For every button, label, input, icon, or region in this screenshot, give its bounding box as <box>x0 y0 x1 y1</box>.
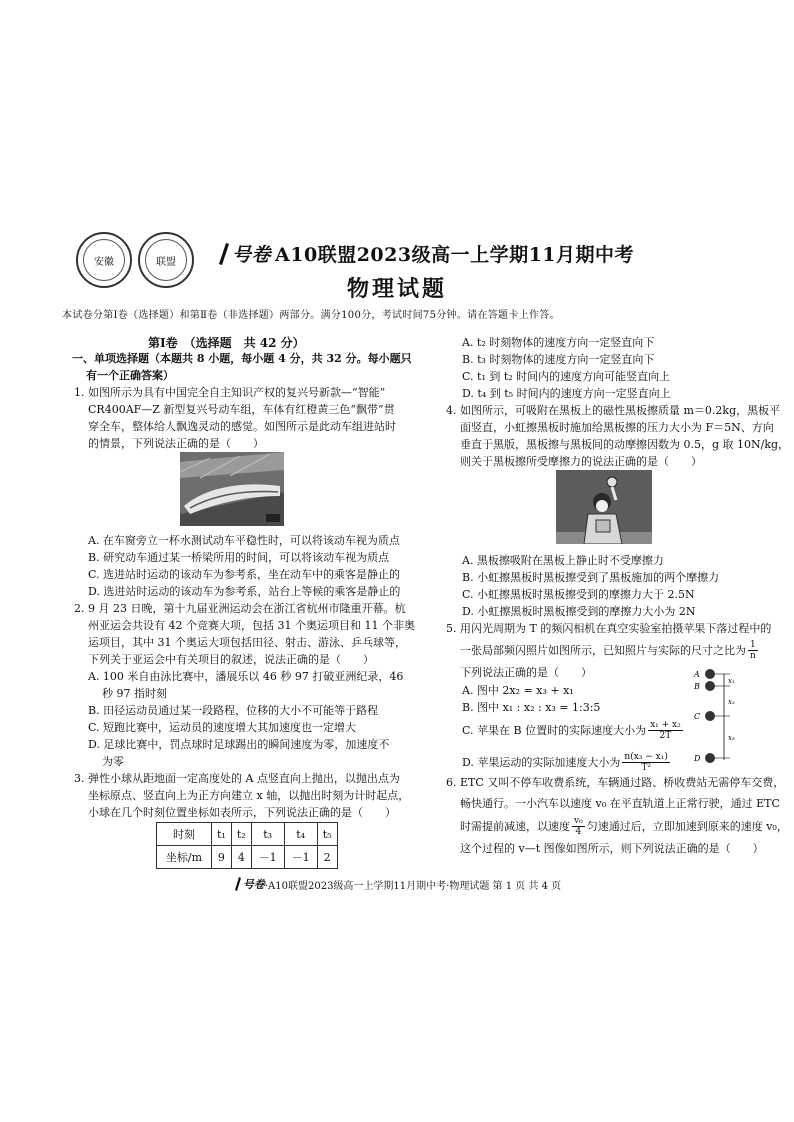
q4-line: 垂直于黑版，黑板擦与黑板间的动摩擦因数为 0.5，g 取 10N/kg， <box>460 438 790 451</box>
q2-option-d: D. 足球比赛中，罚点球时足球踢出的瞬间速度为零，加速度不 <box>88 738 390 751</box>
exam-title: A10联盟2023级高一上学期11月期中考 <box>275 244 635 266</box>
q1-options <box>88 532 400 600</box>
q5-options <box>462 682 685 776</box>
exam-notice: 本试卷分第Ⅰ卷（选择题）和第Ⅱ卷（非选择题）两部分。满分100分，考试时间75分钟。请在答题卡上作答。 <box>62 310 560 321</box>
q3-line: 3. 弹性小球从距地面一定高度处的 A 点竖直向上抛出，以抛出点为 <box>74 772 400 785</box>
q2-option-d-cont: 为零 <box>102 755 124 768</box>
apple-strobe-diagram <box>690 664 750 766</box>
q5-line3: 下列说法正确的是（ ） <box>460 666 592 679</box>
point-label: A <box>694 670 700 679</box>
question-6 <box>446 774 788 857</box>
q5-option-c-text: C. 苹果在 B 位置时的实际速度大小为 <box>462 723 647 737</box>
blackboard-photo <box>556 470 652 544</box>
brand-mark: 号卷 <box>232 244 272 266</box>
q6-line3 <box>446 812 788 840</box>
q1-line: CR400AF—Z 新型复兴号动车组，车体有红橙黄三色“飘带”贯 <box>88 403 395 416</box>
q5-option-a: A. 图中 2x₂ = x₃ + x₁ <box>462 684 574 697</box>
velocity-numerator: x₁ + x₂ <box>650 719 681 730</box>
q5-line2 <box>460 640 760 661</box>
point-label: D <box>694 754 701 763</box>
apple-icon <box>705 681 715 691</box>
q5-option-d <box>462 748 685 776</box>
q1-option-a: A. 在车窗旁立一杯水测试动车平稳性时，可以将该动车视为质点 <box>88 534 400 547</box>
table-cell: 4 <box>231 846 251 869</box>
size-ratio-fraction <box>748 640 758 661</box>
question-4 <box>446 402 789 470</box>
section-title: 第Ⅰ卷 （选择题 共 42 分） <box>148 336 305 350</box>
q1-option-c: C. 选进站时运动的该动车为参考系，坐在动车中的乘客是静止的 <box>88 568 401 581</box>
q4-option-d: D. 小虹擦黑板时黑板擦受到的摩擦力大小为 2N <box>462 605 696 618</box>
q5-option-b: B. 图中 x₁ : x₂ : x₃ = 1:3:5 <box>462 701 601 714</box>
footer-text: ·A10联盟2023级高一上学期11月期中考·物理试题 第 1 页 共 4 页 <box>264 880 562 892</box>
speed-fraction <box>572 816 585 837</box>
page-footer <box>0 876 794 892</box>
apple-icon <box>705 753 715 763</box>
school-seal-text: 安徽 <box>83 239 125 281</box>
q2-option-b: B. 田径运动员通过某一段路程，位移的大小不可能等于路程 <box>88 704 379 717</box>
table-cell: 9 <box>212 846 232 869</box>
q2-line: 2. 9 月 23 日晚，第十九届亚洲运动会在浙江省杭州市隆重开幕。杭 <box>74 602 406 615</box>
q3-option-d: D. t₄ 到 t₅ 时间内的速度方向一定竖直向上 <box>462 387 671 400</box>
q5-option-c <box>462 716 685 744</box>
q3-line: 小球在几个时刻位置坐标如表所示，下列说法正确的是（ ） <box>88 806 396 819</box>
position-table <box>156 822 338 869</box>
q3-option-a: A. t₂ 时刻物体的速度方向一定竖直向下 <box>462 336 655 349</box>
q2-option-a: A. 100 米自由泳比赛中，潘展乐以 46 秒 97 打破亚洲纪录，46 <box>88 670 404 683</box>
q3-option-b: B. t₃ 时刻物体的速度方向一定竖直向下 <box>462 353 655 366</box>
brand-stroke-icon <box>216 242 232 266</box>
acceleration-fraction <box>622 752 669 773</box>
q6-line2: 畅快通行。一小汽车以速度 v₀ 在平直轨道上正常行驶，通过 ETC <box>460 797 780 810</box>
part-title-line2: 有一个正确答案） <box>86 369 174 382</box>
exam-title-row <box>216 240 634 267</box>
q1-option-b: B. 研究动车通过某一桥梁所用的时间，可以将该动车视为质点 <box>88 551 390 564</box>
q2-line: 运项目，其中 31 个奥运大项包括田径、射击、游泳、乒乓球等， <box>88 636 406 649</box>
table-cell: －1 <box>251 846 284 869</box>
train-photo <box>180 452 284 526</box>
q6-line1: 6. ETC 又叫不停车收费系统，车辆通过路、桥收费站无需停车交费， <box>446 776 785 789</box>
table-header-cell: t₁ <box>212 823 232 846</box>
q1-option-d: D. 选进站时运动的该动车为参考系，站台上等候的乘客是静止的 <box>88 585 401 598</box>
ratio-denominator: n <box>749 651 756 661</box>
q2-option-a-cont: 秒 97 指时刻 <box>102 687 167 700</box>
velocity-denominator: 2T <box>659 730 672 741</box>
segment-label: x₃ <box>728 734 735 742</box>
q6-line4: 这个过程的 v—t 图像如图所示，则下列说法正确的是（ ） <box>460 842 764 855</box>
subject-title: 物理试题 <box>346 276 447 302</box>
apple-icon <box>705 669 715 679</box>
speed-denominator: 4 <box>575 826 582 837</box>
q4-line: 则关于黑板擦所受摩擦力的说法正确的是（ ） <box>460 455 702 468</box>
q4-option-c: C. 小虹擦黑板时黑板擦受到的摩擦力大于 2.5N <box>462 588 695 601</box>
q2-line: 下列关于亚运会中有关项目的叙述，说法正确的是（ ） <box>88 653 374 666</box>
table-cell: －1 <box>284 846 317 869</box>
q2-line: 州亚运会共设有 42 个竞赛大项，包括 31 个奥运项目和 11 个非奥 <box>88 619 415 632</box>
q6-line3-suffix: 匀速通过后，立即加速到原来的速度 v₀， <box>586 819 788 833</box>
alliance-seal-text: 联盟 <box>145 239 187 281</box>
q3-options <box>462 334 671 402</box>
q1-line: 1. 如图所示为具有中国完全自主知识产权的复兴号新款—“智能” <box>74 386 386 399</box>
q4-options <box>462 552 719 620</box>
point-label: C <box>694 712 701 721</box>
apple-icon <box>705 711 715 721</box>
speed-numerator: v₀ <box>574 815 583 826</box>
q1-line: 穿全车，整体给人飘逸灵动的感觉。如图所示是此动车组进站时 <box>88 420 396 433</box>
table-header-cell: t₄ <box>284 823 317 846</box>
question-3 <box>74 770 409 821</box>
q3-line: 坐标原点、竖直向上为正方向建立 x 轴，以抛出时刻为计时起点， <box>88 789 410 802</box>
table-row-label: 坐标/m <box>157 846 212 869</box>
part-title-line1: 一、单项选择题（本题共 8 小题，每小题 4 分，共 32 分。每小题只 <box>72 352 412 365</box>
q4-line: 面竖直，小虹擦黑板时施加给黑板擦的压力大小为 F＝5N、方向 <box>460 421 774 434</box>
table-row <box>157 846 338 869</box>
q1-line: 的情景，下列说法正确的是（ ） <box>88 437 264 450</box>
point-label: B <box>694 682 700 691</box>
q2-options <box>88 668 403 770</box>
table-header-cell: t₂ <box>231 823 251 846</box>
q4-line: 4. 如图所示，可吸附在黑板上的磁性黑板擦质量 m＝0.2kg，黑板平 <box>446 404 781 417</box>
table-header-cell: t₅ <box>317 823 337 846</box>
q5-line1: 5. 用闪光周期为 T 的频闪相机在真空实验室拍摄苹果下落过程中的 <box>446 622 772 635</box>
q5-option-d-text: D. 苹果运动的实际加速度大小为 <box>462 755 621 769</box>
brand-stroke-icon <box>233 876 243 892</box>
footer-brand-mark: 号卷 <box>242 878 265 891</box>
table-header-cell: 时刻 <box>157 823 212 846</box>
table-cell: 2 <box>317 846 337 869</box>
segment-label: x₂ <box>728 698 735 706</box>
q3-option-c: C. t₁ 到 t₂ 时间内的速度方向可能竖直向上 <box>462 370 671 383</box>
acceleration-numerator: n(x₃ − x₁) <box>624 751 668 762</box>
q6-line3-prefix: 时需提前减速，以速度 <box>460 819 570 833</box>
q5-line2-text: 一张局部频闪照片如图所示，已知照片与实际的尺寸之比为 <box>460 644 746 657</box>
velocity-fraction <box>648 720 683 741</box>
q4-option-a: A. 黑板擦吸附在黑板上静止时不受摩擦力 <box>462 554 664 567</box>
q2-option-c: C. 短跑比赛中，运动员的速度增大其加速度也一定增大 <box>88 721 357 734</box>
table-header-row <box>157 823 338 846</box>
question-1 <box>74 384 396 452</box>
acceleration-denominator: T² <box>641 762 651 773</box>
table-header-cell: t₃ <box>251 823 284 846</box>
ratio-numerator: 1 <box>750 640 756 650</box>
segment-label: x₁ <box>728 677 735 685</box>
question-2 <box>74 600 415 668</box>
q4-option-b: B. 小虹擦黑板时黑板擦受到了黑板施加的两个摩擦力 <box>462 571 720 584</box>
